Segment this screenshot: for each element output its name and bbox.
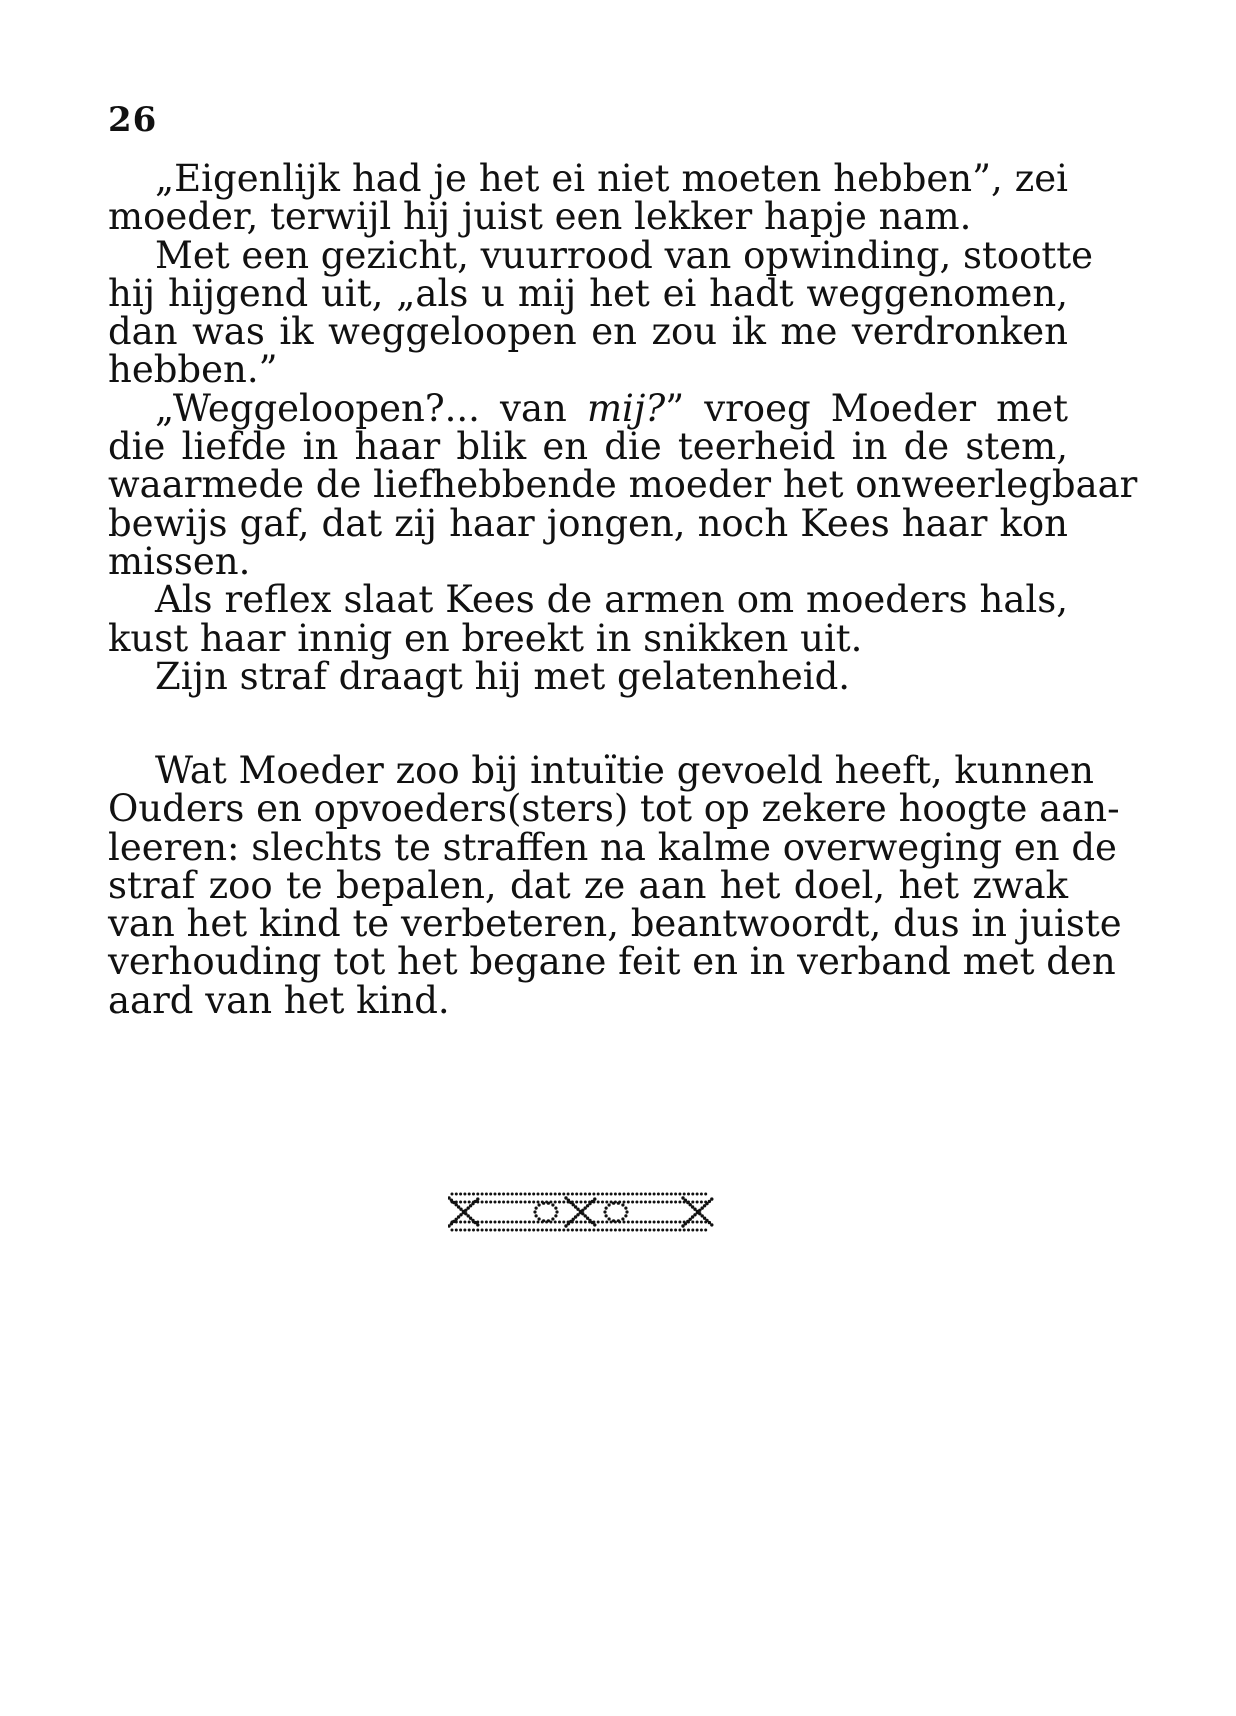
dotted-ornament-icon xyxy=(448,1188,714,1236)
text-line: aard van het kind. xyxy=(108,978,450,1022)
text-line: Ouders en opvoeders(sters) tot op zekere hoogte aan- xyxy=(108,787,1120,831)
reflection-paragraph xyxy=(108,749,1122,1022)
text-line: kust haar innig en breekt in snikken uit. xyxy=(108,616,863,660)
text-line: „Eigenlijk had je het ei niet moeten hebben”, zei xyxy=(155,157,1068,200)
text-line: bewijs gaf, dat zij haar jongen, noch Kees haar kon xyxy=(108,501,1068,545)
text-fragment: „Weggeloopen?... van xyxy=(155,386,567,430)
text-line: moeder, terwijl hij juist een lekker hapje nam. xyxy=(108,195,972,239)
paragraph xyxy=(108,233,1094,392)
text-line: straf zoo te bepalen, dat ze aan het doel, het zwak xyxy=(108,863,1068,907)
text-line xyxy=(108,386,1069,430)
text-line: Als reflex slaat Kees de armen om moeders hals, xyxy=(155,578,1068,622)
text-line: leeren: slechts te straffen na kalme overweging en de xyxy=(108,825,1117,869)
text-fragment: ” vroeg Moeder met xyxy=(665,386,1069,430)
paragraph xyxy=(108,578,1068,660)
text-line: missen. xyxy=(108,539,251,583)
dialogue-section xyxy=(108,157,1138,698)
paragraph xyxy=(108,654,1068,698)
text-line: die liefde in haar blik en die teerheid in de stem, xyxy=(108,425,1068,469)
text-line: hij hijgend uit, „als u mij het ei hadt weggenomen, xyxy=(108,271,1068,315)
page-number: 26 xyxy=(108,100,158,140)
text-line: van het kind te verbeteren, beantwoordt, dus in juiste xyxy=(108,902,1122,946)
italic-word: mij? xyxy=(586,386,666,430)
text-line: waarmede de liefhebbende moeder het onweerlegbaar xyxy=(108,463,1138,507)
text-line: Zijn straf draagt hij met gelatenheid. xyxy=(155,654,851,698)
text-line: hebben.” xyxy=(108,348,278,392)
text-line: Wat Moeder zoo bij intuïtie gevoeld heeft, kunnen xyxy=(155,749,1094,792)
paragraph xyxy=(108,157,1068,239)
text-line: dan was ik weggeloopen en zou ik me verdronken xyxy=(108,310,1068,354)
text-line: Met een gezicht, vuurrood van opwinding, stootte xyxy=(155,233,1094,277)
text-line: verhouding tot het begane feit en in verband met den xyxy=(108,940,1116,984)
paragraph xyxy=(108,386,1138,583)
